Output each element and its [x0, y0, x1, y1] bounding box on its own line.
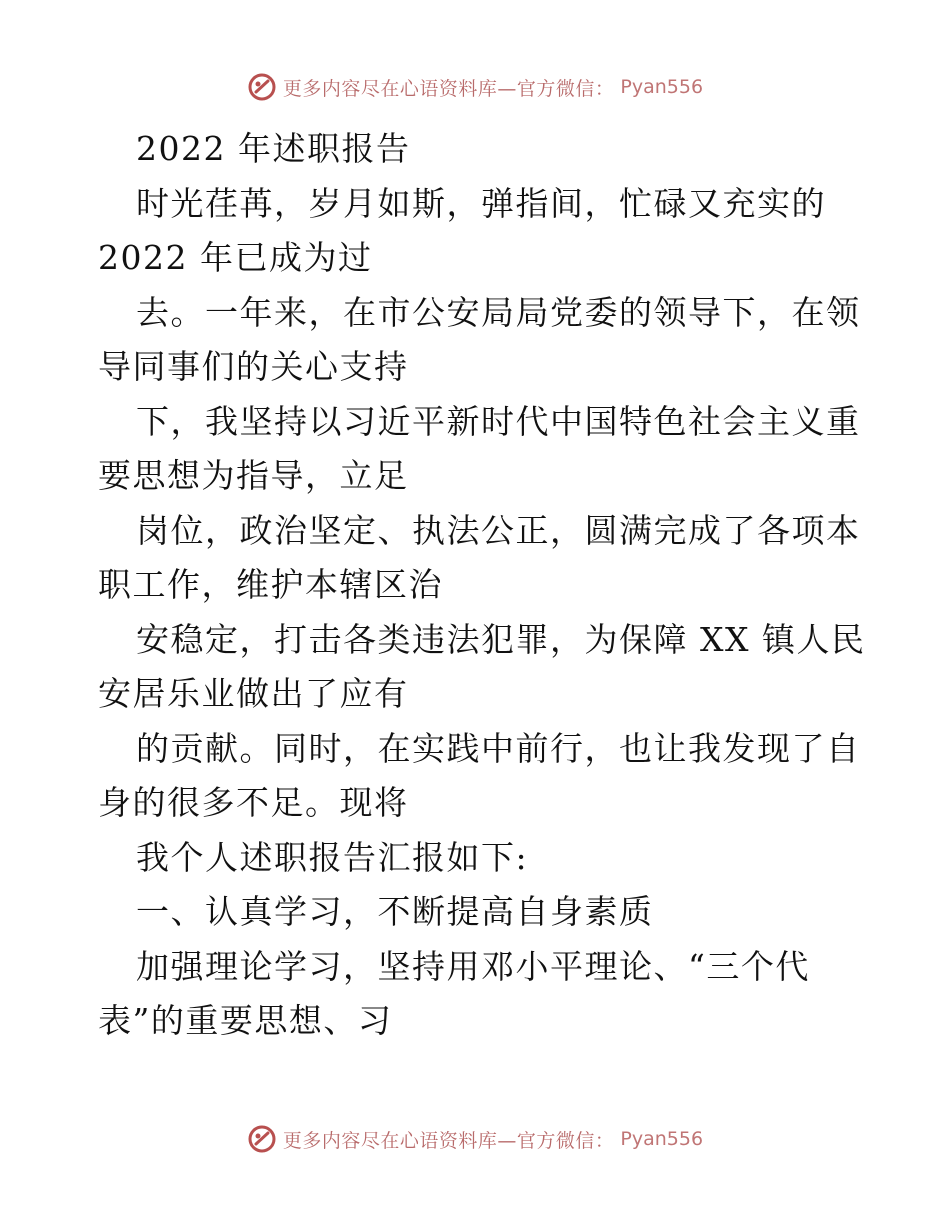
document-body [98, 122, 866, 1049]
watermark-footer [0, 1124, 950, 1154]
brand-logo-icon [247, 72, 277, 102]
text-line: 下，我坚持以习近平新时代中国特色社会主义重 [136, 401, 861, 441]
text-line: 身的很多不足。现将 [98, 783, 409, 822]
text-line: 时光荏苒，岁月如斯，弹指间，忙碌又充实的 [136, 183, 826, 223]
watermark-text: 更多内容尽在心语资料库—官方微信： [282, 77, 615, 100]
text-line: 的贡献。同时，在实践中前行，也让我发现了自 [136, 728, 861, 768]
text-line: 我个人述职报告汇报如下: [136, 837, 529, 877]
text-line: 一、认真学习，不断提高自身素质 [136, 892, 654, 931]
watermark-wechat-id: Pyan556 [620, 76, 704, 98]
text-line: 加强理论学习，坚持用邓小平理论、“三个代 [136, 946, 810, 986]
watermark-text: 更多内容尽在心语资料库—官方微信： [282, 1129, 615, 1152]
text-line: 安稳定，打击各类违法犯罪，为保障 XX 镇人民 [136, 619, 866, 659]
text-line: 导同事们的关心支持 [98, 347, 409, 386]
text-line: 2022 年述职报告 [136, 129, 411, 168]
brand-logo-icon [247, 1124, 277, 1154]
text-line: 岗位，政治坚定、执法公正，圆满完成了各项本 [136, 510, 861, 550]
text-line: 安居乐业做出了应有 [98, 674, 409, 713]
text-line: 职工作，维护本辖区治 [98, 565, 443, 604]
watermark-wechat-id: Pyan556 [620, 1128, 704, 1150]
text-line: 表”的重要思想、习 [98, 1001, 393, 1040]
text-line: 2022 年已成为过 [98, 238, 373, 277]
text-line: 去。一年来，在市公安局局党委的领导下，在领 [136, 292, 861, 332]
text-line: 要思想为指导，立足 [98, 456, 409, 495]
watermark-header [0, 72, 950, 102]
